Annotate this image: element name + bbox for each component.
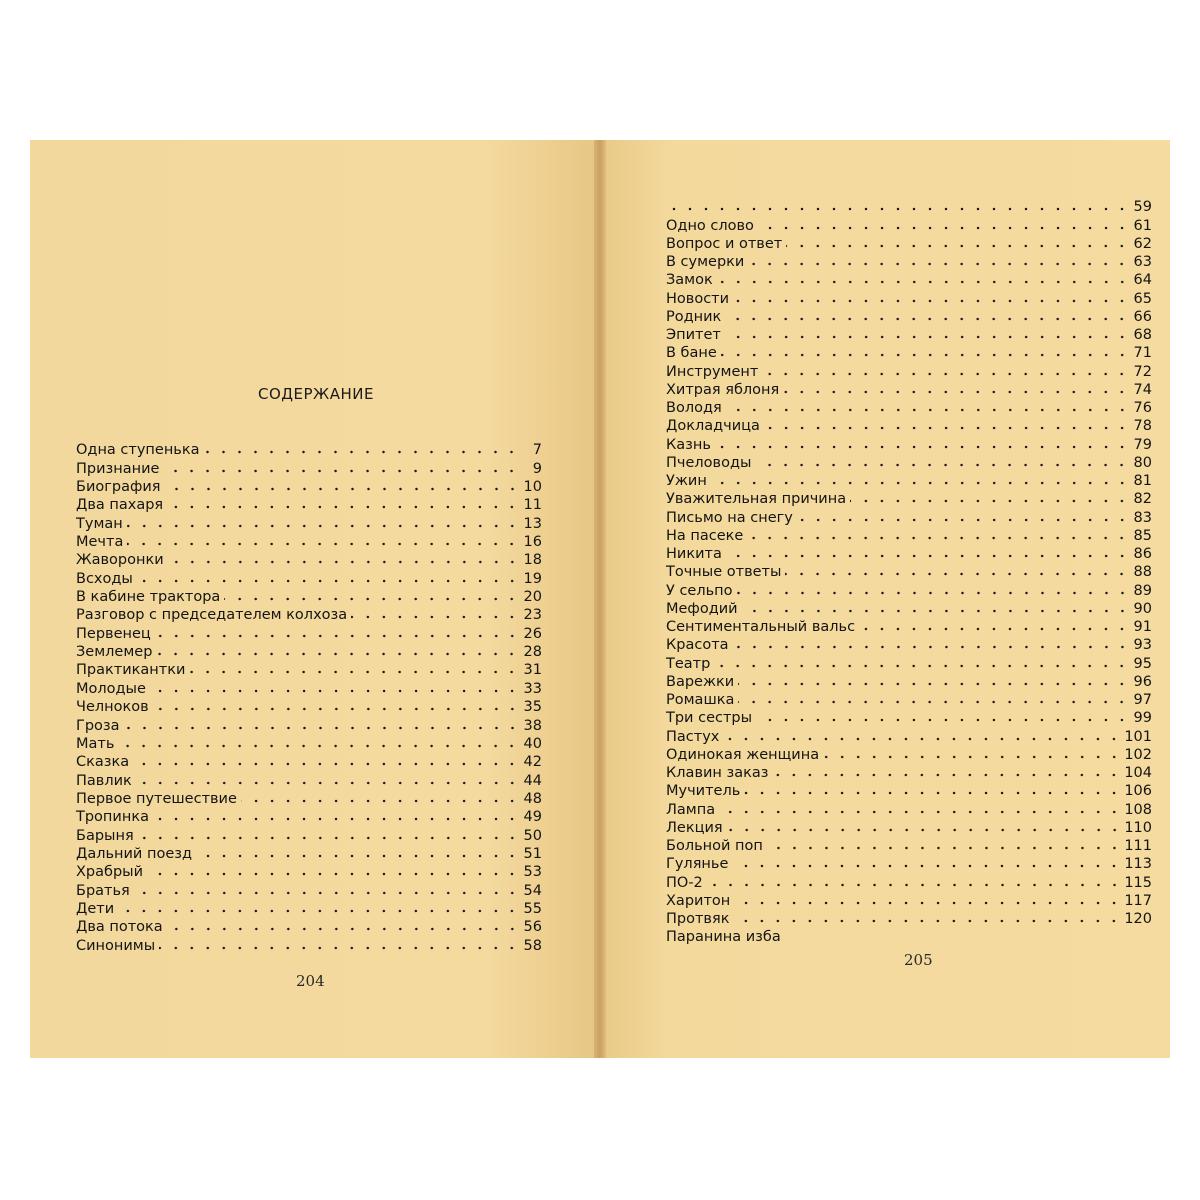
toc-entry-title: У сельпо [666, 582, 733, 599]
dot-leader [134, 891, 520, 895]
dot-leader [127, 542, 520, 546]
toc-entry [666, 892, 1152, 910]
toc-entry-title: Больной поп [666, 838, 763, 854]
toc-entry [76, 900, 542, 918]
toc-entry-title: Туман [76, 515, 123, 532]
dot-leader [767, 846, 1122, 850]
toc-entry [666, 673, 1152, 691]
toc-entry [666, 253, 1152, 271]
toc-entry [76, 569, 542, 587]
toc-entry-title: Лампа [666, 801, 716, 818]
dot-leader [783, 390, 1130, 394]
dot-leader [726, 554, 1130, 558]
dot-leader [717, 280, 1130, 284]
toc-entry-page: 56 [523, 919, 542, 936]
toc-entry [76, 826, 542, 844]
toc-entry-page: 74 [1133, 381, 1152, 398]
toc-entry [666, 308, 1152, 326]
toc-entry-title: Биография [76, 479, 161, 496]
toc-entry-page: 95 [1133, 655, 1152, 672]
toc-entry-page: 19 [523, 570, 542, 587]
dot-leader [127, 524, 520, 528]
dot-leader [738, 682, 1130, 686]
toc-entry-title: Харитон [666, 892, 731, 909]
toc-entry-page: 66 [1133, 308, 1152, 325]
toc-entry-title: Пастух [666, 728, 720, 745]
toc-entry-page: 78 [1133, 418, 1152, 435]
dot-leader [711, 481, 1130, 485]
toc-entry-title: Сказка [76, 754, 130, 771]
toc-entry-page: 104 [1124, 765, 1152, 781]
toc-entry [76, 845, 542, 863]
toc-entry-title: Одно слово [666, 217, 754, 234]
toc-entry [666, 362, 1152, 380]
toc-entry [666, 600, 1152, 618]
toc-entry-page: 108 [1124, 801, 1152, 818]
toc-entry [76, 533, 542, 551]
toc-entry-title: Вопрос и ответ [666, 235, 783, 252]
toc-entry-title: На пасеке [666, 527, 744, 544]
dot-leader [727, 828, 1123, 832]
toc-entry-page: 81 [1133, 473, 1152, 489]
dot-leader [748, 262, 1130, 266]
toc-entry [666, 819, 1152, 837]
toc-entry-title: Казнь [666, 436, 711, 453]
toc-entry-page: 85 [1133, 527, 1152, 544]
toc-entry [666, 746, 1152, 764]
toc-entry [666, 727, 1152, 745]
toc-entry-page: 99 [1133, 710, 1152, 727]
toc-entry-title: Павлик [76, 772, 132, 789]
dot-leader [150, 689, 520, 693]
dot-leader [165, 487, 521, 491]
toc-entry-page: 28 [523, 644, 542, 661]
toc-entry [666, 654, 1152, 672]
toc-entry [76, 936, 542, 954]
toc-entry-title: Практикантки [76, 662, 186, 679]
toc-entry-title: Паранина изба [666, 929, 781, 946]
toc-entry [666, 454, 1152, 472]
toc-entry-title: Пчеловоды [666, 454, 752, 471]
dot-leader [137, 579, 520, 583]
toc-entry [666, 709, 1152, 727]
toc-entry [666, 764, 1152, 782]
toc-entry-page: 50 [523, 827, 542, 844]
toc-entry-page: 18 [523, 552, 542, 569]
toc-entry [666, 490, 1152, 508]
toc-entry-page: 9 [532, 460, 542, 477]
dot-leader [850, 499, 1130, 503]
toc-entry [666, 381, 1152, 399]
toc-entry [76, 624, 542, 642]
dot-leader [136, 781, 520, 785]
toc-entry-title: Мечта [76, 534, 124, 551]
dot-leader [786, 244, 1130, 248]
toc-entry [666, 527, 1152, 545]
toc-entry-title: Эпитет [666, 327, 721, 343]
toc-entry-page: 49 [523, 809, 542, 826]
toc-entry-title: Первое путешествие [76, 790, 237, 807]
toc-entry-title: Родник [666, 308, 722, 325]
toc-entry-title: Сентиментальный вальс [666, 619, 856, 635]
toc-entry-page: 102 [1124, 746, 1152, 763]
toc-entry-title: Инструмент [666, 363, 759, 380]
toc-entry-title: Хитрая яблоня [666, 381, 780, 398]
dot-leader [167, 505, 520, 509]
toc-entry-title: Новости [666, 290, 730, 307]
toc-entry [666, 581, 1152, 599]
toc-entry-title: Никита [666, 546, 722, 562]
toc-entry-title: Клавин заказ [666, 765, 769, 781]
dot-leader [733, 299, 1130, 303]
toc-entry-title: Разговор с председателем колхоза [76, 607, 348, 624]
dot-leader [772, 773, 1122, 777]
dot-leader [742, 609, 1130, 613]
dot-leader [762, 372, 1130, 376]
dot-leader [118, 909, 520, 913]
toc-entry [666, 873, 1152, 891]
dot-leader [726, 408, 1130, 412]
toc-entry-page: 83 [1133, 509, 1152, 526]
toc-entry-title: ПО-2 [666, 874, 703, 891]
dot-leader [756, 718, 1130, 722]
dot-leader [163, 469, 520, 473]
toc-entry-page: 61 [1133, 217, 1152, 234]
dot-leader [734, 901, 1122, 905]
toc-entry-page: 88 [1133, 564, 1152, 581]
dot-leader [732, 864, 1122, 868]
toc-entry-title: Признание [76, 460, 160, 477]
toc-entry [666, 563, 1152, 581]
toc-entry [666, 928, 1152, 946]
book-gutter [594, 140, 606, 1058]
toc-entry-title: Уважительная причина [666, 491, 847, 508]
toc-entry-page: 16 [523, 534, 542, 551]
dot-leader [670, 207, 1130, 211]
dot-leader [118, 744, 520, 748]
dot-leader [725, 335, 1130, 339]
toc-entry-page: 40 [523, 735, 542, 752]
dot-leader [721, 353, 1130, 357]
toc-entry-title: Театр [666, 655, 711, 672]
dot-leader [167, 927, 520, 931]
toc-entry-title: Мефодий [666, 600, 738, 617]
dot-leader [714, 664, 1130, 668]
toc-entry [666, 289, 1152, 307]
toc-entry-title: Братья [76, 882, 130, 899]
dot-leader [744, 791, 1122, 795]
toc-entry-title: В сумерки [666, 254, 745, 270]
toc-entry [76, 588, 542, 606]
dot-leader [755, 463, 1130, 467]
dot-leader [189, 670, 520, 674]
toc-entry-page: 58 [523, 937, 542, 954]
dot-leader [156, 652, 520, 656]
dot-leader [196, 854, 520, 858]
toc-entry-title: Гроза [76, 717, 120, 734]
toc-entry [666, 472, 1152, 490]
toc-entry-page: 23 [523, 607, 542, 624]
toc-entry-title: Три сестры [666, 710, 753, 727]
toc-entry-page: 7 [532, 442, 542, 459]
toc-entry [666, 910, 1152, 928]
toc-entry [76, 514, 542, 532]
dot-leader [733, 645, 1130, 649]
toc-entry-title: Молодые [76, 680, 146, 697]
toc-entry-page: 51 [523, 845, 542, 862]
toc-entry-title: Два пахаря [76, 497, 164, 514]
toc-entry-title: Одинокая женщина [666, 746, 820, 763]
dot-leader [168, 560, 520, 564]
toc-entry-page: 71 [1133, 345, 1152, 362]
toc-entry-page: 26 [523, 625, 542, 642]
toc-entry-title: Красота [666, 637, 729, 654]
toc-entry-page: 91 [1133, 619, 1152, 635]
dot-leader [124, 726, 520, 730]
toc-entry [76, 735, 542, 753]
dot-leader [859, 627, 1130, 631]
toc-entry-title: Письмо на снегу [666, 509, 793, 526]
toc-entry [76, 881, 542, 899]
toc-entry-title: Протвяк [666, 911, 730, 927]
toc-entry-page: 63 [1133, 254, 1152, 270]
dot-leader [133, 762, 520, 766]
toc-entry-title: Тропинка [76, 809, 149, 826]
toc-entry-page: 62 [1133, 235, 1152, 252]
toc-entry [666, 271, 1152, 289]
dot-leader [733, 919, 1122, 923]
toc-entry-page: 72 [1133, 363, 1152, 380]
toc-entry [76, 478, 542, 496]
toc-entry-page: 115 [1124, 874, 1152, 891]
toc-entry-title: Одна ступенька [76, 442, 200, 459]
dot-leader [351, 615, 520, 619]
dot-leader [758, 226, 1130, 230]
toc-entry [76, 790, 542, 808]
toc-entry-page: 55 [523, 900, 542, 917]
toc-entry-page: 97 [1133, 692, 1152, 708]
toc-entry-page: 11 [523, 497, 542, 514]
toc-entry-page: 20 [523, 589, 542, 606]
toc-entry-page: 106 [1124, 783, 1152, 800]
dot-leader [224, 597, 520, 601]
toc-entry-page: 48 [523, 790, 542, 807]
toc-entry [666, 636, 1152, 654]
toc-entry-title: Первенец [76, 625, 151, 642]
toc-entry-page: 79 [1133, 436, 1152, 453]
toc-entry [666, 326, 1152, 344]
toc-entry-title: Жаворонки [76, 552, 164, 569]
dot-leader [764, 426, 1130, 430]
toc-entry [666, 618, 1152, 636]
toc-entry [76, 459, 542, 477]
toc-entry [666, 855, 1152, 873]
toc-entry-page: 113 [1124, 856, 1152, 873]
contents-heading: СОДЕРЖАНИЕ [258, 385, 374, 403]
toc-entry-title: Лекция [666, 819, 723, 836]
toc-entry [76, 643, 542, 661]
toc-entry-title: Докладчица [666, 418, 760, 435]
toc-entry [666, 198, 1152, 216]
toc-entry-page: 42 [523, 754, 542, 771]
dot-leader [203, 450, 520, 454]
toc-entry [76, 698, 542, 716]
dot-leader [707, 883, 1123, 887]
toc-entry-page: 44 [523, 772, 542, 789]
toc-entry-page: 93 [1133, 637, 1152, 654]
toc-entry [666, 800, 1152, 818]
dot-leader [153, 707, 520, 711]
dot-leader [159, 946, 520, 950]
toc-entry-page: 10 [523, 479, 542, 496]
toc-entry-page: 110 [1124, 819, 1152, 836]
toc-entry-page: 120 [1124, 911, 1152, 927]
toc-entry [76, 863, 542, 881]
toc-entry [76, 606, 542, 624]
dot-leader [737, 591, 1130, 595]
right-page-number: 205 [904, 951, 933, 969]
dot-leader [725, 317, 1130, 321]
toc-entry-page: 76 [1133, 400, 1152, 416]
dot-leader [241, 799, 520, 803]
toc-entry-page: 80 [1133, 454, 1152, 471]
toc-entry-title: Всходы [76, 570, 133, 587]
toc-entry [76, 808, 542, 826]
toc-entry [666, 216, 1152, 234]
toc-entry-title: Точные ответы [666, 564, 782, 581]
toc-entry [76, 716, 542, 734]
dot-leader [155, 634, 520, 638]
toc-entry-page: 54 [523, 882, 542, 899]
toc-entry-title: Храбрый [76, 864, 144, 881]
left-page-number: 204 [296, 972, 325, 990]
toc-entry [76, 661, 542, 679]
toc-entry-title: Замок [666, 272, 713, 289]
toc-entry [76, 496, 542, 514]
toc-entry [666, 545, 1152, 563]
toc-entry-page: 111 [1124, 838, 1152, 854]
toc-entry-page: 68 [1133, 327, 1152, 343]
toc-entry-title: В бане [666, 345, 717, 362]
toc-entry-page: 86 [1133, 546, 1152, 562]
toc-entry-page: 31 [523, 662, 542, 679]
dot-leader [785, 572, 1130, 576]
left-toc-list [76, 441, 542, 955]
toc-entry [666, 399, 1152, 417]
toc-entry-page: 101 [1124, 728, 1152, 745]
toc-entry [666, 691, 1152, 709]
toc-entry-title: Гулянье [666, 856, 729, 873]
toc-entry-title: Ромашка [666, 692, 735, 708]
toc-entry-page: 89 [1133, 582, 1152, 599]
toc-entry-page: 96 [1133, 673, 1152, 690]
toc-entry-title: Дальний поезд [76, 845, 192, 862]
toc-entry-title: Барыня [76, 827, 134, 844]
dot-leader [153, 817, 520, 821]
right-toc-list [666, 198, 1152, 946]
toc-entry [666, 417, 1152, 435]
dot-leader [723, 737, 1122, 741]
toc-entry [666, 837, 1152, 855]
toc-entry-title: Челноков [76, 699, 149, 716]
dot-leader [719, 810, 1122, 814]
toc-entry-title: Два потока [76, 919, 163, 936]
toc-entry-page: 117 [1124, 892, 1152, 909]
dot-leader [797, 518, 1130, 522]
toc-entry [76, 753, 542, 771]
toc-entry-page: 82 [1133, 491, 1152, 508]
toc-entry [666, 435, 1152, 453]
toc-entry-page: 64 [1133, 272, 1152, 289]
toc-entry-page: 33 [523, 680, 542, 697]
toc-entry [76, 441, 542, 459]
toc-entry [666, 235, 1152, 253]
toc-entry [76, 679, 542, 697]
dot-leader [138, 836, 520, 840]
toc-entry-page: 13 [523, 515, 542, 532]
toc-entry-title: Володя [666, 400, 722, 416]
toc-entry [666, 344, 1152, 362]
toc-entry-page: 59 [1133, 199, 1152, 216]
dot-leader [147, 872, 520, 876]
dot-leader [823, 755, 1122, 759]
toc-entry [76, 918, 542, 936]
toc-entry [76, 771, 542, 789]
toc-entry [666, 782, 1152, 800]
dot-leader [738, 700, 1130, 704]
toc-entry-title: В кабине трактора [76, 589, 221, 606]
toc-entry-page: 90 [1133, 600, 1152, 617]
dot-leader [715, 445, 1130, 449]
book-spread [30, 140, 1170, 1058]
toc-entry [76, 551, 542, 569]
toc-entry-title: Мучитель [666, 783, 741, 800]
toc-entry [666, 508, 1152, 526]
dot-leader [747, 536, 1130, 540]
toc-entry-page: 53 [523, 864, 542, 881]
toc-entry-title: Синонимы [76, 937, 156, 954]
toc-entry-title: Мать [76, 735, 115, 752]
toc-entry-title: Варежки [666, 673, 735, 690]
toc-entry-title: Землемер [76, 644, 153, 661]
toc-entry-title: Дети [76, 900, 115, 917]
toc-entry-page: 38 [523, 717, 542, 734]
toc-entry-page: 65 [1133, 290, 1152, 307]
toc-entry-title: Ужин [666, 473, 707, 489]
toc-entry-page: 35 [523, 699, 542, 716]
